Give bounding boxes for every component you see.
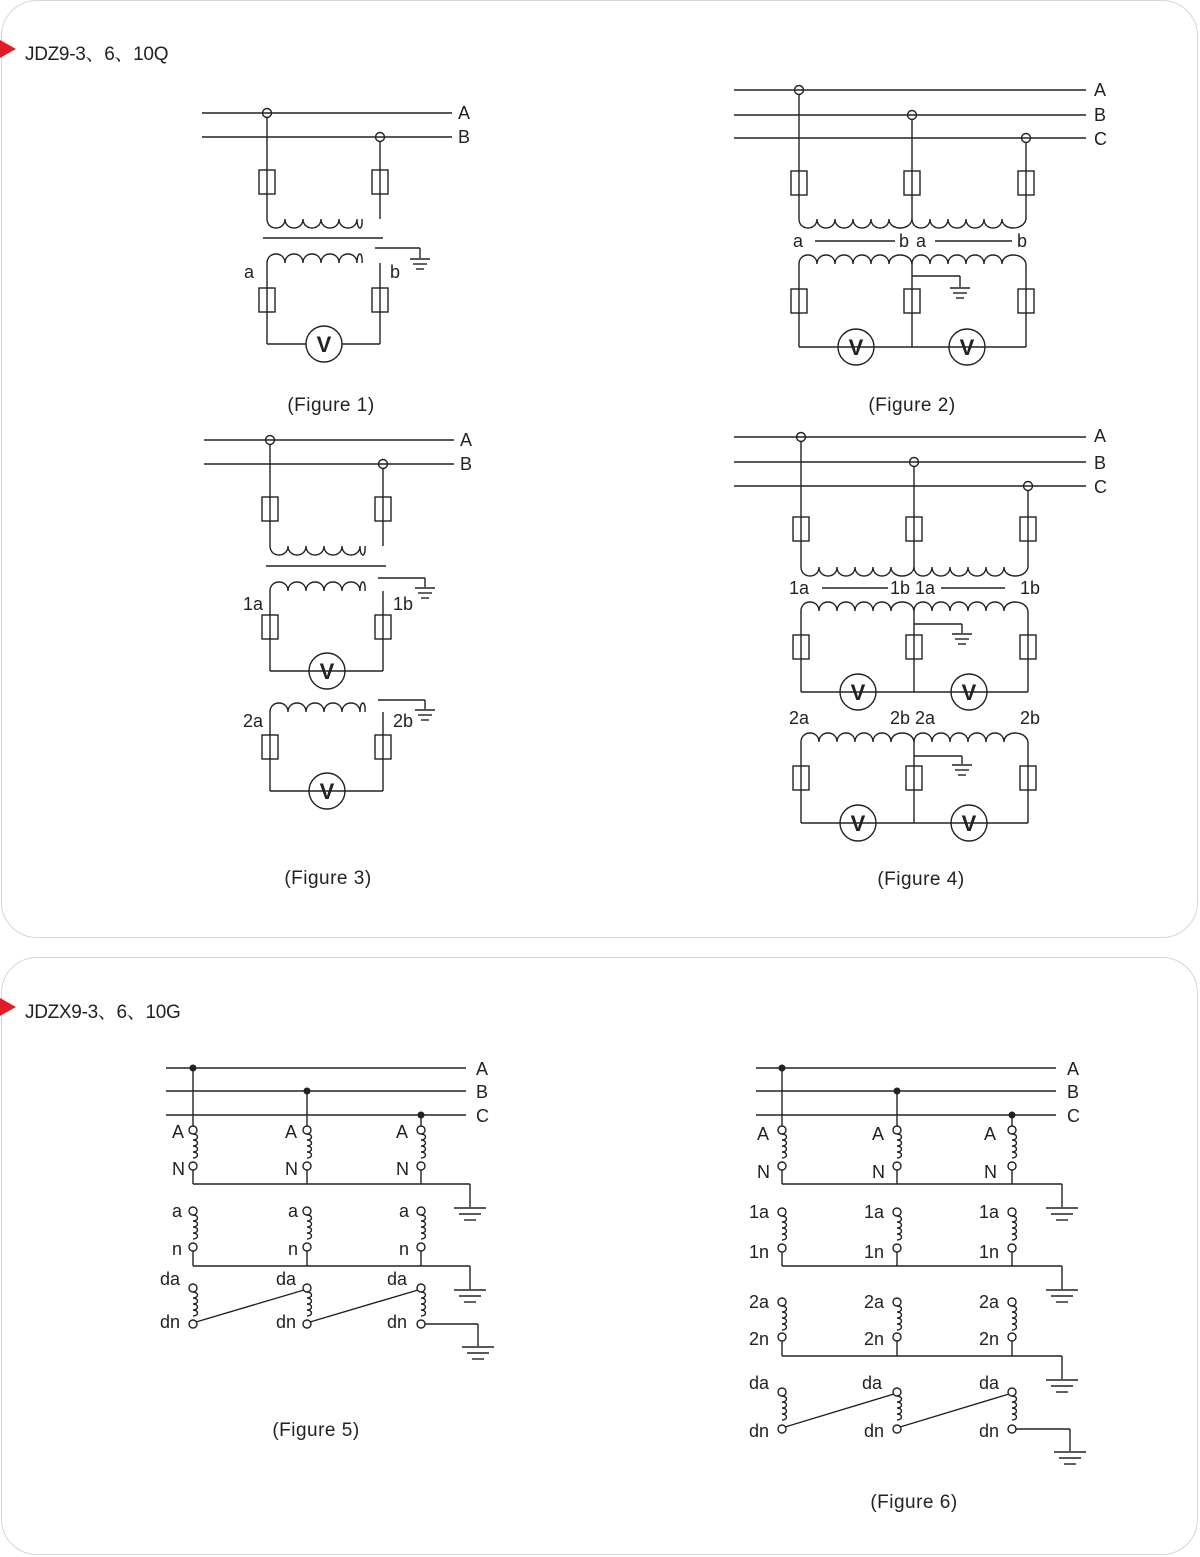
primary-label-n: N (872, 1162, 885, 1182)
residual-coil-a (749, 1373, 787, 1441)
primary-label-n: N (396, 1159, 409, 1179)
bus-label-a: A (476, 1059, 489, 1079)
figure-5-caption: (Figure 5) (272, 1420, 360, 1441)
secondary2-label-2a: 2a (864, 1292, 885, 1312)
secondary1-label-1a: 1a (749, 1202, 770, 1222)
secondary2-label-2a: 2a (749, 1292, 770, 1312)
primary-coil-c (396, 1122, 426, 1184)
section-title-jdz9: JDZ9-3、6、10Q (25, 44, 169, 65)
secondary1-coil-b (864, 1202, 902, 1266)
bus-label-c: C (1094, 129, 1107, 149)
voltmeter-label: V (319, 659, 335, 684)
voltmeter-label: V (848, 335, 864, 360)
residual-coil-c (979, 1373, 1017, 1441)
residual-label-dn: dn (749, 1421, 770, 1441)
secondary1-label-1n: 1n (979, 1242, 1000, 1262)
figure-2-caption: (Figure 2) (868, 395, 956, 416)
residual-label-dn: dn (160, 1312, 181, 1332)
secondary2-coil-a (749, 1292, 787, 1356)
figure-1-caption: (Figure 1) (287, 395, 375, 416)
primary-label-n: N (172, 1159, 185, 1179)
secondary2-label-2a: 2a (979, 1292, 1000, 1312)
voltmeter-label: V (850, 811, 866, 836)
figure-4 (734, 426, 1107, 890)
terminal-label-2a: 2a (789, 708, 810, 728)
terminal-label-b: b (899, 231, 910, 251)
secondary1-label-1n: 1n (749, 1242, 770, 1262)
bus-label-b: B (476, 1082, 489, 1102)
secondary-label-n: n (288, 1239, 299, 1259)
bus-label-a: A (458, 103, 471, 123)
primary-coil-b (872, 1124, 902, 1184)
secondary1-coil-a (749, 1202, 787, 1266)
terminal-label-2a: 2a (243, 711, 264, 731)
secondary1-label-1n: 1n (864, 1242, 885, 1262)
residual-coil-a (160, 1269, 198, 1332)
bus-label-c: C (476, 1106, 489, 1126)
primary-label-a: A (872, 1124, 885, 1144)
terminal-label-a: a (793, 231, 804, 251)
secondary-label-a: a (172, 1201, 183, 1221)
primary-label-a: A (396, 1122, 409, 1142)
bus-label-a: A (1094, 80, 1107, 100)
voltmeter-label: V (316, 332, 332, 357)
primary-coil-a (757, 1124, 787, 1184)
secondary-label-n: n (399, 1239, 410, 1259)
secondary2-label-2n: 2n (864, 1329, 885, 1349)
primary-label-a: A (172, 1122, 185, 1142)
terminal-label-1b: 1b (393, 594, 414, 614)
residual-label-da: da (862, 1373, 883, 1393)
primary-label-a: A (757, 1124, 770, 1144)
terminal-label-b2: b (1017, 231, 1028, 251)
figure-3 (204, 430, 472, 889)
secondary2-coil-c (979, 1292, 1017, 1356)
bus-label-c: C (1094, 477, 1107, 497)
secondary1-coil-c (979, 1202, 1017, 1266)
figure-6 (749, 1059, 1086, 1513)
secondary1-label-1a: 1a (864, 1202, 885, 1222)
figure-1 (202, 103, 470, 416)
residual-label-dn: dn (864, 1421, 885, 1441)
primary-coil-a (172, 1122, 198, 1184)
residual-label-da: da (160, 1269, 181, 1289)
voltmeter-label: V (850, 680, 866, 705)
residual-coil-b (276, 1269, 312, 1332)
secondary-label-n: n (172, 1239, 183, 1259)
secondary-coil-a (172, 1201, 198, 1266)
terminal-label-2b: 2b (890, 708, 911, 728)
bus-label-b: B (1094, 453, 1107, 473)
secondary2-label-2n: 2n (979, 1329, 1000, 1349)
residual-coil-b (862, 1373, 902, 1441)
secondary2-label-2n: 2n (749, 1329, 770, 1349)
figure-3-caption: (Figure 3) (284, 868, 372, 889)
secondary1-label-1a: 1a (979, 1202, 1000, 1222)
bus-label-c: C (1067, 1106, 1080, 1126)
terminal-label-b: b (390, 262, 401, 282)
terminal-label-a: a (244, 262, 255, 282)
primary-coil-c (984, 1124, 1017, 1184)
residual-label-da: da (276, 1269, 297, 1289)
section-title-jdzx9: JDZX9-3、6、10G (25, 1002, 181, 1023)
terminal-label-1a2: 1a (915, 578, 936, 598)
voltmeter-label: V (961, 680, 977, 705)
primary-label-n: N (757, 1162, 770, 1182)
terminal-label-1b: 1b (890, 578, 911, 598)
bus-label-a: A (1067, 1059, 1080, 1079)
figure-5 (160, 1059, 494, 1441)
terminal-label-2b2: 2b (1020, 708, 1041, 728)
residual-label-da: da (749, 1373, 770, 1393)
terminal-label-1b2: 1b (1020, 578, 1041, 598)
bus-label-b: B (1067, 1082, 1080, 1102)
primary-coil-b (285, 1122, 312, 1184)
terminal-label-2a2: 2a (915, 708, 936, 728)
figure-6-caption: (Figure 6) (870, 1492, 958, 1513)
secondary-label-a: a (288, 1201, 299, 1221)
secondary-label-a: a (399, 1201, 410, 1221)
terminal-label-2b: 2b (393, 711, 414, 731)
residual-label-dn: dn (387, 1312, 408, 1332)
figure-4-caption: (Figure 4) (877, 869, 965, 890)
primary-label-a: A (285, 1122, 298, 1142)
bus-label-b: B (458, 127, 471, 147)
voltmeter-label: V (959, 335, 975, 360)
residual-label-dn: dn (979, 1421, 1000, 1441)
figure-2 (734, 80, 1107, 416)
bus-label-b: B (460, 454, 473, 474)
secondary-coil-b (288, 1201, 312, 1266)
bus-label-b: B (1094, 105, 1107, 125)
bus-label-a: A (460, 430, 473, 450)
secondary2-coil-b (864, 1292, 902, 1356)
residual-coil-c (387, 1269, 426, 1332)
residual-label-dn: dn (276, 1312, 297, 1332)
bus-label-a: A (1094, 426, 1107, 446)
voltmeter-label: V (961, 811, 977, 836)
residual-label-da: da (387, 1269, 408, 1289)
primary-label-a: A (984, 1124, 997, 1144)
residual-label-da: da (979, 1373, 1000, 1393)
voltmeter-label: V (319, 779, 335, 804)
primary-label-n: N (285, 1159, 298, 1179)
secondary-coil-c (399, 1201, 426, 1266)
terminal-label-a2: a (916, 231, 927, 251)
terminal-label-1a: 1a (789, 578, 810, 598)
primary-label-n: N (984, 1162, 997, 1182)
terminal-label-1a: 1a (243, 594, 264, 614)
